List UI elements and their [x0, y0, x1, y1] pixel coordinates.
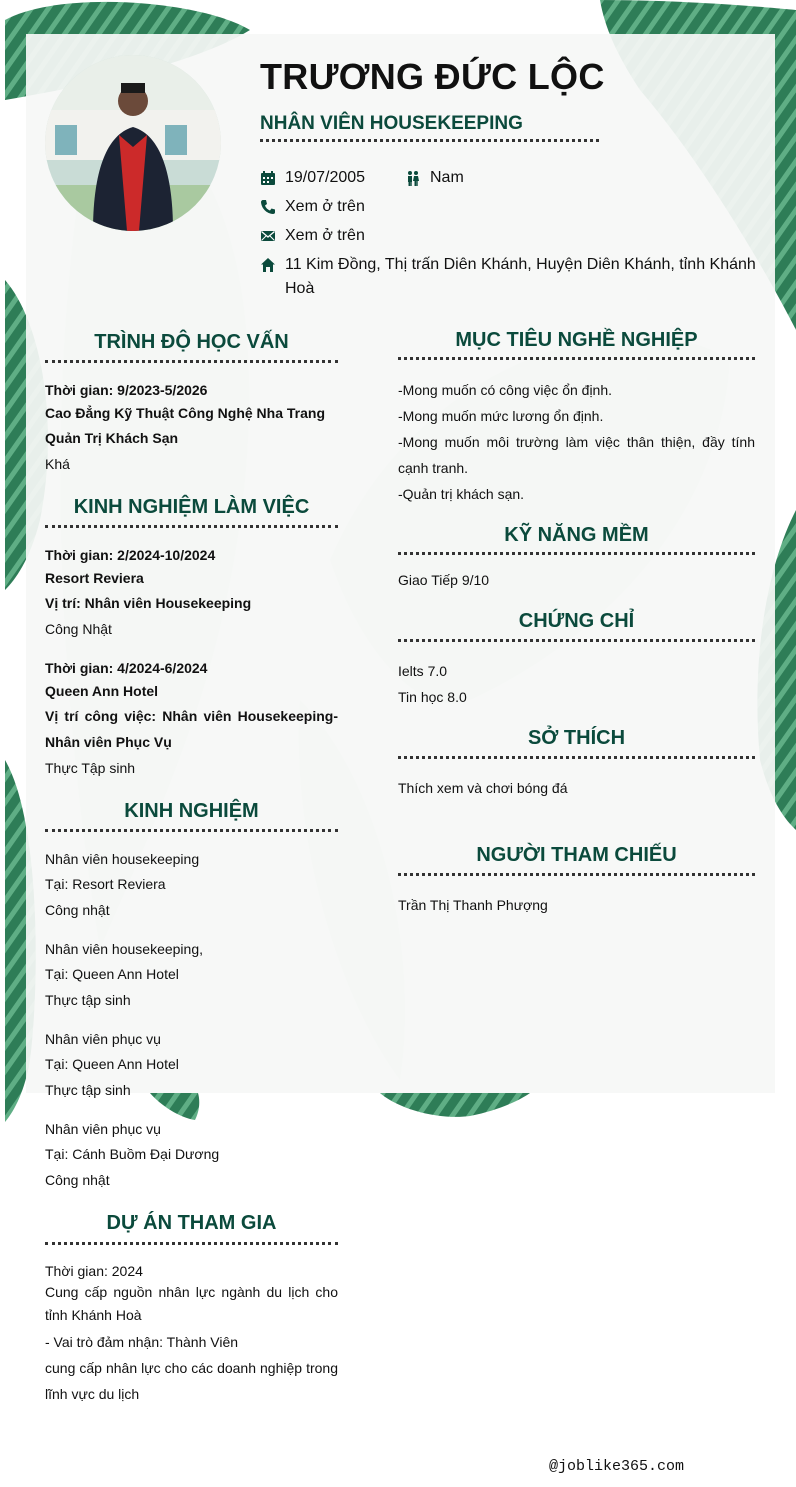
experience-type: Công nhật: [45, 902, 110, 918]
work-time: Thời gian: 4/2024-6/2024: [45, 660, 208, 676]
project-desc: cung cấp nhân lực cho các doanh nghiệp trong lĩnh vực du lịch: [45, 1360, 338, 1402]
work-divider: [45, 525, 338, 528]
envelope-icon: [260, 228, 276, 244]
work-company: Queen Ann Hotel: [45, 683, 159, 699]
objective-title: MỤC TIÊU NGHỀ NGHIỆP: [455, 329, 698, 351]
experience-title: KINH NGHIỆM: [124, 800, 259, 822]
job-title: NHÂN VIÊN HOUSEKEEPING: [260, 113, 523, 134]
experience-divider: [45, 829, 338, 832]
birthday-text: 19/07/2005: [285, 169, 366, 186]
experience-type: Thực tập sinh: [45, 1082, 131, 1098]
project-name: Cung cấp nguồn nhân lực ngành du lịch cho tỉnh Khánh Hoà: [45, 1284, 338, 1323]
avatar-photo: [45, 55, 221, 231]
avatar: [45, 55, 221, 231]
phone-row: [260, 195, 365, 219]
email-text[interactable]: Xem ở trên: [285, 227, 365, 244]
experience-role: Nhân viên phục vụ: [45, 1121, 161, 1137]
experience-place: Tại: Cánh Buồm Đại Dương: [45, 1146, 220, 1162]
work-type: Thực Tập sinh: [45, 760, 136, 776]
certificates-title: CHỨNG CHỈ: [518, 610, 635, 632]
education-title: TRÌNH ĐỘ HỌC VẤN: [94, 331, 289, 353]
experience-role: Nhân viên housekeeping: [45, 851, 200, 867]
objective-divider: [398, 357, 755, 360]
references-divider: [398, 873, 755, 876]
gender-text: Nam: [430, 169, 464, 186]
calendar-icon: [260, 170, 276, 186]
hobbies-title: SỞ THÍCH: [527, 727, 626, 749]
address-text: 11 Kim Đồng, Thị trấn Diên Khánh, Huyện Diên Khánh, tỉnh Khánh Hoà: [285, 256, 756, 297]
soft-skills-divider: [398, 552, 755, 555]
references-title: NGƯỜI THAM CHIẾU: [476, 844, 677, 866]
title-divider: [260, 139, 599, 142]
reference-item: Trần Thị Thanh Phượng: [398, 897, 548, 913]
birthday-row: [260, 166, 365, 190]
people-icon: [405, 170, 421, 186]
work-position: Vị trí công việc: Nhân viên Housekeeping-Nhân viên Phục Vụ: [45, 708, 338, 750]
projects-title: DỰ ÁN THAM GIA: [106, 1212, 277, 1234]
education-time: Thời gian: 9/2023-5/2026: [45, 382, 208, 398]
project-time: Thời gian: 2024: [45, 1263, 143, 1279]
soft-skills-title: KỸ NĂNG MỀM: [504, 524, 649, 546]
work-position: Vị trí: Nhân viên Housekeeping: [45, 595, 252, 611]
gender-row: [405, 166, 464, 190]
education-school: Cao Đẳng Kỹ Thuật Công Nghệ Nha Trang: [45, 405, 326, 421]
watermark: @joblike365.com: [549, 1458, 685, 1475]
experience-place: Tại: Queen Ann Hotel: [45, 966, 179, 982]
phone-icon: [260, 199, 276, 215]
education-divider: [45, 360, 338, 363]
objective-line: -Quản trị khách sạn.: [398, 486, 525, 502]
experience-place: Tại: Queen Ann Hotel: [45, 1056, 179, 1072]
projects-divider: [45, 1242, 338, 1245]
certificate-item: Tin học 8.0: [398, 689, 467, 705]
experience-place: Tại: Resort Reviera: [45, 876, 166, 892]
objective-line: -Mong muốn môi trường làm việc thân thiện, đầy tính cạnh tranh.: [398, 434, 755, 476]
project-role: - Vai trò đảm nhận: Thành Viên: [45, 1334, 239, 1350]
experience-role: Nhân viên housekeeping,: [45, 941, 204, 957]
experience-role: Nhân viên phục vụ: [45, 1031, 161, 1047]
education-grade: Khá: [45, 456, 70, 472]
hobbies-divider: [398, 756, 755, 759]
phone-text[interactable]: Xem ở trên: [285, 198, 365, 215]
objective-line: -Mong muốn mức lương ổn định.: [398, 408, 604, 424]
work-title: KINH NGHIỆM LÀM VIỆC: [73, 496, 310, 518]
soft-skill-item: Giao Tiếp 9/10: [398, 572, 490, 588]
candidate-name: TRƯƠNG ĐỨC LỘC: [260, 56, 605, 97]
work-company: Resort Reviera: [45, 570, 144, 586]
address-row: [260, 253, 760, 301]
certificates-divider: [398, 639, 755, 642]
education-major: Quản Trị Khách Sạn: [45, 430, 179, 446]
work-time: Thời gian: 2/2024-10/2024: [45, 547, 216, 563]
hobby-item: Thích xem và chơi bóng đá: [398, 780, 568, 796]
objective-line: -Mong muốn có công việc ổn định.: [398, 382, 613, 398]
experience-type: Thực tập sinh: [45, 992, 131, 1008]
experience-type: Công nhật: [45, 1172, 110, 1188]
home-icon: [260, 257, 276, 273]
email-row: [260, 224, 365, 248]
certificate-item: Ielts 7.0: [398, 663, 448, 679]
work-type: Công Nhật: [45, 621, 112, 637]
